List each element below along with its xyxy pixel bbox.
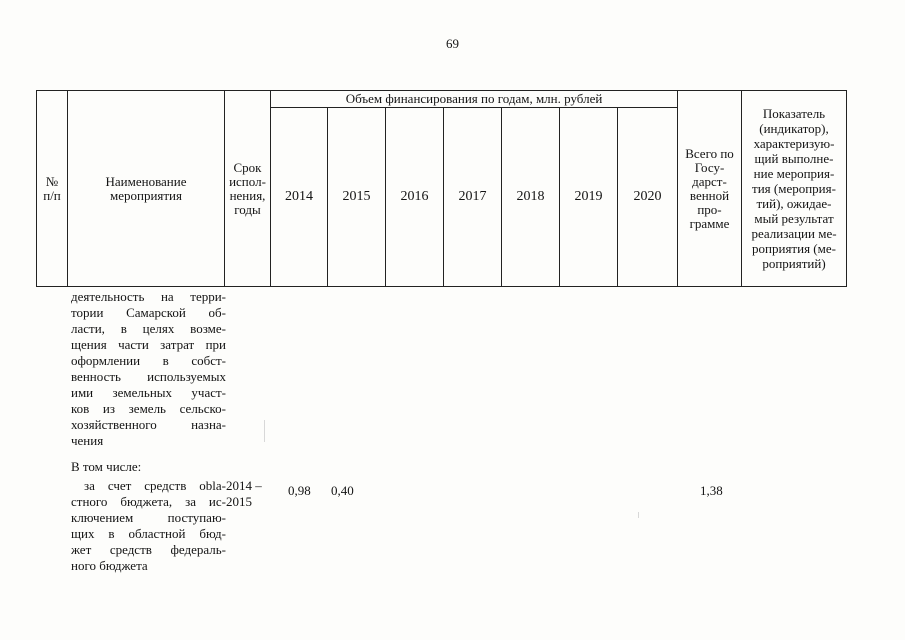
- header-name: Наименование мероприятия: [68, 91, 225, 287]
- header-year-2014: 2014: [271, 108, 328, 287]
- scan-artifact: [638, 512, 639, 518]
- scan-artifact: [264, 420, 265, 442]
- header-year-2019: 2019: [560, 108, 618, 287]
- sub-row-term: 2014 – 2015: [226, 478, 262, 509]
- header-year-2017: 2017: [444, 108, 502, 287]
- row-description: деятельность на терри- тории Самарской об- ласти, в целях возме- щения части затрат при оформлении в собст- венность используемых ими земельных участ- ков из земель сельско- хозяйственного назна- чения: [71, 289, 226, 448]
- page-number: 69: [446, 36, 459, 51]
- header-indicator: Показатель (индикатор), характеризую- щий выполне- ние мероприя- тия (мероприя- тий), ожидае- мый результат реализации ме- роприятия (ме- роприятий): [742, 91, 847, 287]
- sub-row-total: 1,38: [700, 483, 723, 498]
- header-year-2015: 2015: [328, 108, 386, 287]
- sub-row-value-2014: 0,98: [288, 483, 311, 498]
- sub-row-name: за счет средств obla- стного бюджета, за ис- ключением поступаю- щих в областной бюд- жет средств федераль- ного бюджета: [71, 478, 226, 573]
- header-table: [36, 90, 847, 287]
- header-term: Срок испол- нения, годы: [225, 91, 271, 287]
- header-num: № п/п: [37, 91, 68, 287]
- header-year-2016: 2016: [386, 108, 444, 287]
- header-year-2020: 2020: [618, 108, 678, 287]
- header-year-2018: 2018: [502, 108, 560, 287]
- sub-row-value-2015: 0,40: [331, 483, 354, 498]
- including-label: В том числе:: [71, 459, 142, 474]
- header-funding-title: Объем финансирования по годам, млн. рублей: [271, 91, 678, 108]
- header-total: Всего по Госу- дарст- венной про- грамме: [678, 91, 742, 287]
